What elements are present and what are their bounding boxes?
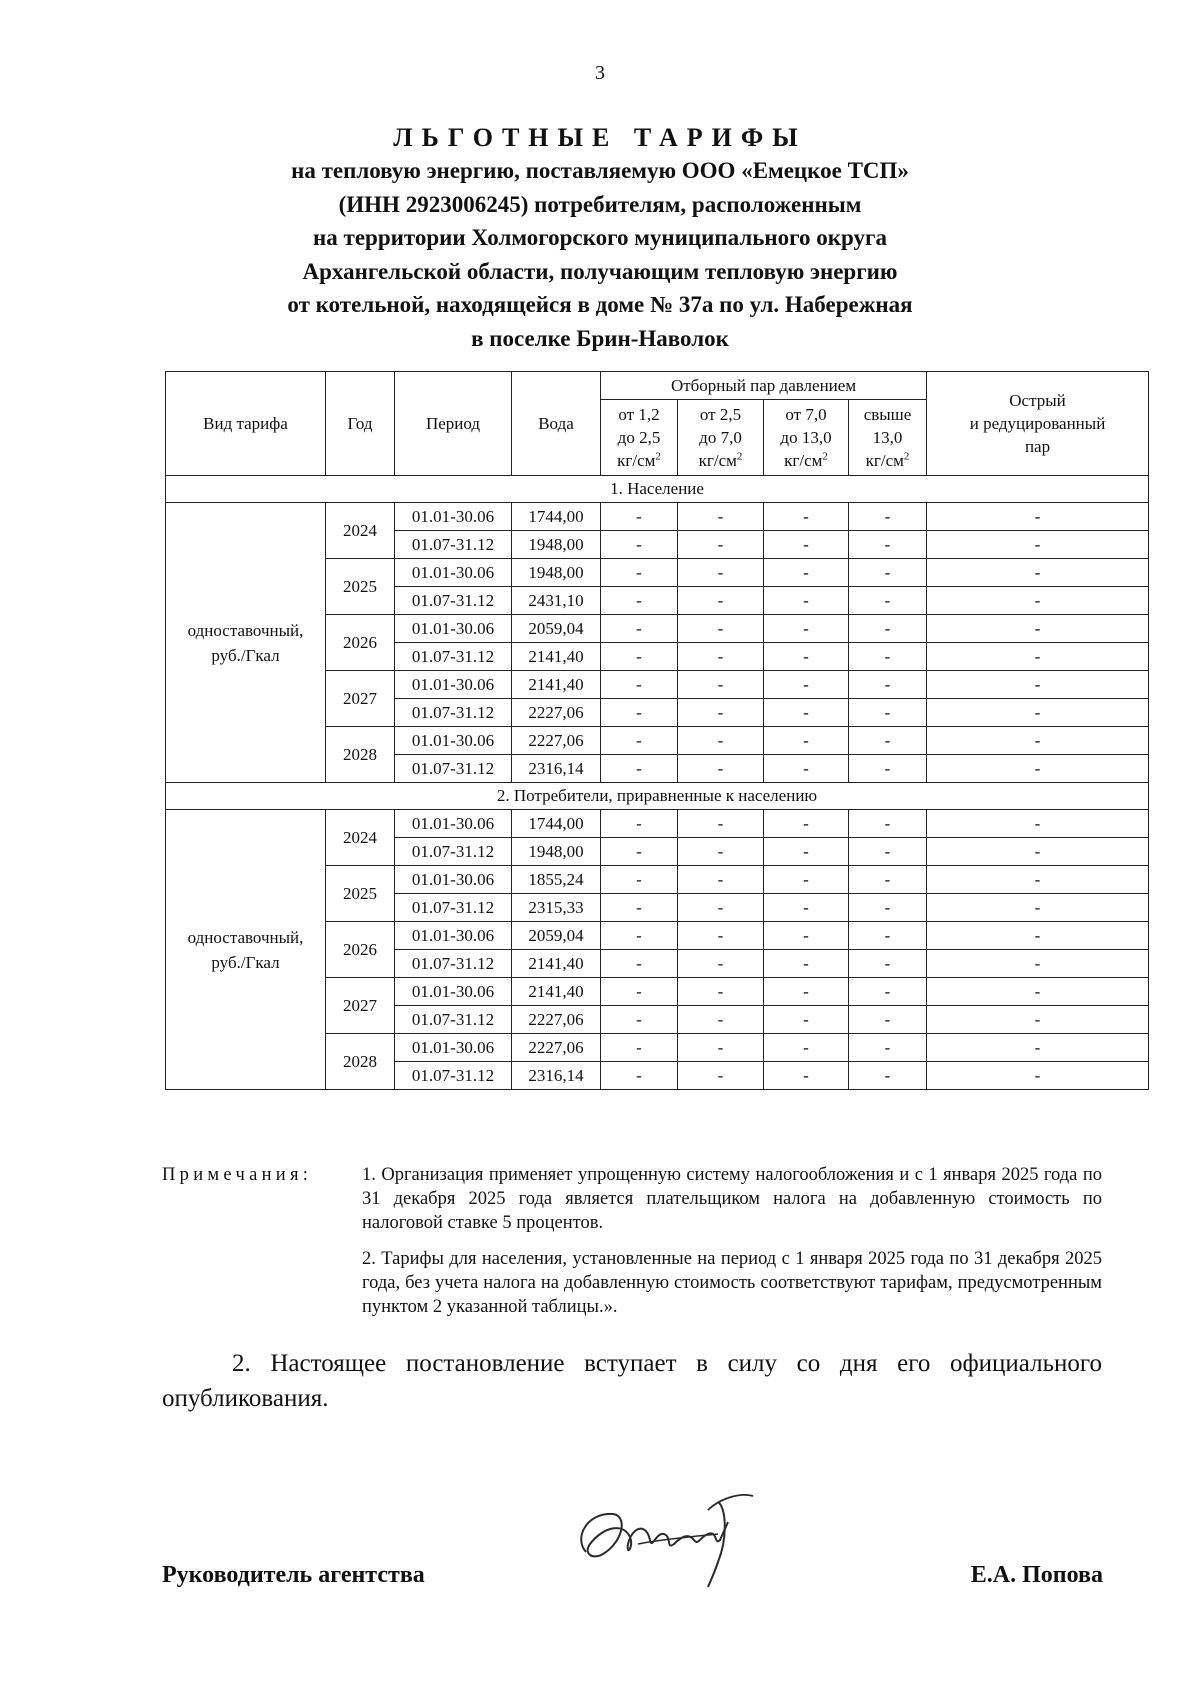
steam-cell: - [678,615,764,643]
header-steam-col-1 [601,400,678,476]
tariff-type-line: одноставочный, [187,620,304,640]
water-cell: 2227,06 [512,1034,601,1062]
water-cell: 2227,06 [512,1006,601,1034]
steam-cell: - [601,894,678,922]
steam-cell: - [849,810,927,838]
tariff-table [165,371,1149,1090]
steam-cell: - [601,838,678,866]
steam-cell: - [678,699,764,727]
note-item: 1. Организация применяет упрощенную систему налогообложения и с 1 января 2025 года по 31 декабря 2025 года является плательщиком налога на добавленную стоимость по налоговой ставке 5 процентов. [362,1165,1102,1233]
tariff-table-body [166,476,1149,1090]
steam-cell: - [849,1034,927,1062]
water-cell: 1948,00 [512,531,601,559]
year-cell: 2027 [326,671,395,727]
header-line: свыше [863,405,912,424]
steam-cell: - [678,838,764,866]
steam-cell: - [849,559,927,587]
steam-cell: - [764,894,849,922]
header-line: 13,0 [872,428,903,447]
header-sharp-steam [927,372,1149,476]
steam-cell: - [764,531,849,559]
period-cell: 01.07-31.12 [395,531,512,559]
steam-cell: - [764,755,849,783]
sharp-steam-cell: - [927,810,1149,838]
tariff-type-line: одноставочный, [187,927,304,947]
steam-cell: - [849,671,927,699]
title-line: на территории Холмогорского муниципального округа [313,225,887,250]
sharp-steam-cell: - [927,978,1149,1006]
steam-cell: - [601,1034,678,1062]
header-line [678,449,763,472]
steam-cell: - [849,755,927,783]
steam-cell: - [601,699,678,727]
section-title: 1. Население [166,476,1149,503]
steam-cell: - [849,615,927,643]
water-cell: 1744,00 [512,503,601,531]
title-line: (ИНН 2923006245) потребителям, расположенным [338,191,862,217]
steam-cell: - [849,503,927,531]
note-item: 2. Тарифы для населения, установленные на период с 1 января 2025 года по 31 декабря 2025 года, без учета налога на добавленную стоимость соответствуют тарифам, предусмотренным пунктом 2 указанной таблицы.». [362,1249,1102,1317]
water-cell: 2141,40 [512,671,601,699]
steam-cell: - [601,866,678,894]
steam-cell: - [678,894,764,922]
steam-cell: - [764,587,849,615]
steam-cell: - [601,615,678,643]
year-cell: 2025 [326,559,395,615]
water-cell: 2431,10 [512,587,601,615]
sharp-steam-cell: - [927,1034,1149,1062]
steam-cell: - [601,559,678,587]
water-cell: 2227,06 [512,699,601,727]
steam-cell: - [764,810,849,838]
page-number: 3 [595,62,605,84]
header-line: до 13,0 [780,428,832,447]
steam-cell: - [764,615,849,643]
sharp-steam-cell: - [927,922,1149,950]
year-cell: 2026 [326,615,395,671]
sharp-steam-cell: - [927,1006,1149,1034]
water-cell: 2141,40 [512,950,601,978]
steam-cell: - [764,950,849,978]
period-cell: 01.01-30.06 [395,866,512,894]
steam-cell: - [601,1006,678,1034]
period-cell: 01.07-31.12 [395,1006,512,1034]
header-steam-col-3 [764,400,849,476]
handwritten-signature [568,1482,768,1592]
sharp-steam-cell: - [927,727,1149,755]
steam-cell: - [764,727,849,755]
steam-cell: - [849,894,927,922]
sharp-steam-cell: - [927,587,1149,615]
steam-cell: - [764,1006,849,1034]
sharp-steam-cell: - [927,755,1149,783]
period-cell: 01.01-30.06 [395,503,512,531]
steam-cell: - [601,810,678,838]
steam-cell: - [764,671,849,699]
steam-cell: - [678,559,764,587]
steam-cell: - [601,531,678,559]
header-period: Период [395,372,512,476]
steam-cell: - [678,922,764,950]
table-row [166,810,1149,838]
header-sharp-steam-line: пар [1024,437,1051,456]
unit: кг/см [784,451,823,470]
water-cell: 2141,40 [512,978,601,1006]
steam-cell: - [764,866,849,894]
steam-cell: - [678,727,764,755]
steam-cell: - [849,531,927,559]
steam-cell: - [849,1062,927,1090]
sharp-steam-cell: - [927,699,1149,727]
unit: кг/см [617,451,656,470]
header-sharp-steam-line: и редуцированный [969,414,1106,433]
sharp-steam-cell: - [927,950,1149,978]
period-cell: 01.01-30.06 [395,727,512,755]
period-cell: 01.07-31.12 [395,1062,512,1090]
year-cell: 2028 [326,1034,395,1090]
tariff-type-line: руб./Гкал [211,952,280,972]
steam-cell: - [764,978,849,1006]
year-cell: 2024 [326,503,395,559]
unit-exponent: 2 [822,450,828,463]
year-cell: 2027 [326,978,395,1034]
period-cell: 01.01-30.06 [395,671,512,699]
steam-cell: - [678,978,764,1006]
steam-cell: - [678,531,764,559]
period-cell: 01.01-30.06 [395,615,512,643]
steam-cell: - [849,866,927,894]
steam-cell: - [678,503,764,531]
steam-cell: - [764,559,849,587]
header-tariff-type: Вид тарифа [166,372,326,476]
period-cell: 01.01-30.06 [395,559,512,587]
signatory-title: Руководитель агентства [162,1562,425,1588]
unit-exponent: 2 [903,450,910,463]
header-steam-group: Отборный пар давлением [601,372,927,400]
year-cell: 2024 [326,810,395,866]
steam-cell: - [849,643,927,671]
document-title [0,122,1200,355]
steam-cell: - [601,755,678,783]
header-line: от 2,5 [699,405,742,424]
tariff-type-cell [166,503,326,783]
header-line: от 1,2 [618,405,660,424]
title-line: Архангельской области, получающим тепловую энергию [302,258,898,284]
tariff-type-line: руб./Гкал [211,645,280,665]
steam-cell: - [849,838,927,866]
water-cell: 2316,14 [512,1062,601,1090]
steam-cell: - [601,587,678,615]
title-heading: ЛЬГОТНЫЕ ТАРИФЫ [393,123,807,152]
steam-cell: - [601,671,678,699]
steam-cell: - [764,643,849,671]
period-cell: 01.01-30.06 [395,922,512,950]
clause-paragraph: 2. Настоящее постановление вступает в силу со дня его официального опубликования. [162,1350,1102,1412]
steam-cell: - [849,587,927,615]
water-cell: 2227,06 [512,727,601,755]
period-cell: 01.07-31.12 [395,699,512,727]
water-cell: 1855,24 [512,866,601,894]
water-cell: 2316,14 [512,755,601,783]
steam-cell: - [678,1034,764,1062]
water-cell: 1948,00 [512,559,601,587]
period-cell: 01.07-31.12 [395,950,512,978]
header-steam-col-2 [678,400,764,476]
steam-cell: - [678,671,764,699]
header-steam-col-4 [849,400,927,476]
period-cell: 01.07-31.12 [395,838,512,866]
header-sharp-steam-line: Острый [1009,391,1066,410]
header-year: Год [326,372,395,476]
sharp-steam-cell: - [927,838,1149,866]
title-line: на тепловую энергию, поставляемую ООО «Емецкое ТСП» [291,158,909,183]
steam-cell: - [601,727,678,755]
steam-cell: - [601,978,678,1006]
tariff-type-cell [166,810,326,1090]
steam-cell: - [764,922,849,950]
steam-cell: - [678,755,764,783]
steam-cell: - [764,1034,849,1062]
sharp-steam-cell: - [927,531,1149,559]
steam-cell: - [678,810,764,838]
steam-cell: - [601,1062,678,1090]
steam-cell: - [764,1062,849,1090]
header-line: до 2,5 [617,428,661,447]
period-cell: 01.01-30.06 [395,810,512,838]
period-cell: 01.07-31.12 [395,643,512,671]
steam-cell: - [849,1006,927,1034]
unit: кг/см [698,451,737,470]
header-line [849,449,926,472]
sharp-steam-cell: - [927,671,1149,699]
unit-exponent: 2 [655,450,661,463]
sharp-steam-cell: - [927,643,1149,671]
water-cell: 1744,00 [512,810,601,838]
period-cell: 01.07-31.12 [395,587,512,615]
water-cell: 1948,00 [512,838,601,866]
steam-cell: - [678,950,764,978]
period-cell: 01.07-31.12 [395,894,512,922]
steam-cell: - [678,587,764,615]
steam-cell: - [601,950,678,978]
steam-cell: - [678,1062,764,1090]
sharp-steam-cell: - [927,866,1149,894]
unit: кг/см [865,451,904,470]
year-cell: 2026 [326,922,395,978]
water-cell: 2059,04 [512,615,601,643]
table-row [166,503,1149,531]
steam-cell: - [678,866,764,894]
period-cell: 01.01-30.06 [395,1034,512,1062]
header-water: Вода [512,372,601,476]
steam-cell: - [849,978,927,1006]
title-line: в поселке Брин-Наволок [471,325,729,351]
steam-cell: - [849,950,927,978]
header-line [764,449,848,472]
header-line: до 7,0 [699,428,742,447]
signatory-name: Е.А. Попова [970,1562,1103,1588]
steam-cell: - [849,922,927,950]
sharp-steam-cell: - [927,559,1149,587]
steam-cell: - [764,503,849,531]
steam-cell: - [601,922,678,950]
unit-exponent: 2 [736,450,743,463]
section-title: 2. Потребители, приравненные к населению [166,783,1149,810]
steam-cell: - [601,503,678,531]
steam-cell: - [678,1006,764,1034]
sharp-steam-cell: - [927,894,1149,922]
period-cell: 01.01-30.06 [395,978,512,1006]
water-cell: 2315,33 [512,894,601,922]
water-cell: 2059,04 [512,922,601,950]
water-cell: 2141,40 [512,643,601,671]
steam-cell: - [849,699,927,727]
header-line: от 7,0 [785,405,827,424]
period-cell: 01.07-31.12 [395,755,512,783]
title-line: от котельной, находящейся в доме № 37а по ул. Набережная [287,292,913,317]
notes-label: Примечания: [162,1165,313,1185]
header-line [601,449,677,472]
steam-cell: - [764,838,849,866]
steam-cell: - [678,643,764,671]
year-cell: 2025 [326,866,395,922]
year-cell: 2028 [326,727,395,783]
sharp-steam-cell: - [927,615,1149,643]
steam-cell: - [849,727,927,755]
sharp-steam-cell: - [927,503,1149,531]
steam-cell: - [764,699,849,727]
sharp-steam-cell: - [927,1062,1149,1090]
steam-cell: - [601,643,678,671]
